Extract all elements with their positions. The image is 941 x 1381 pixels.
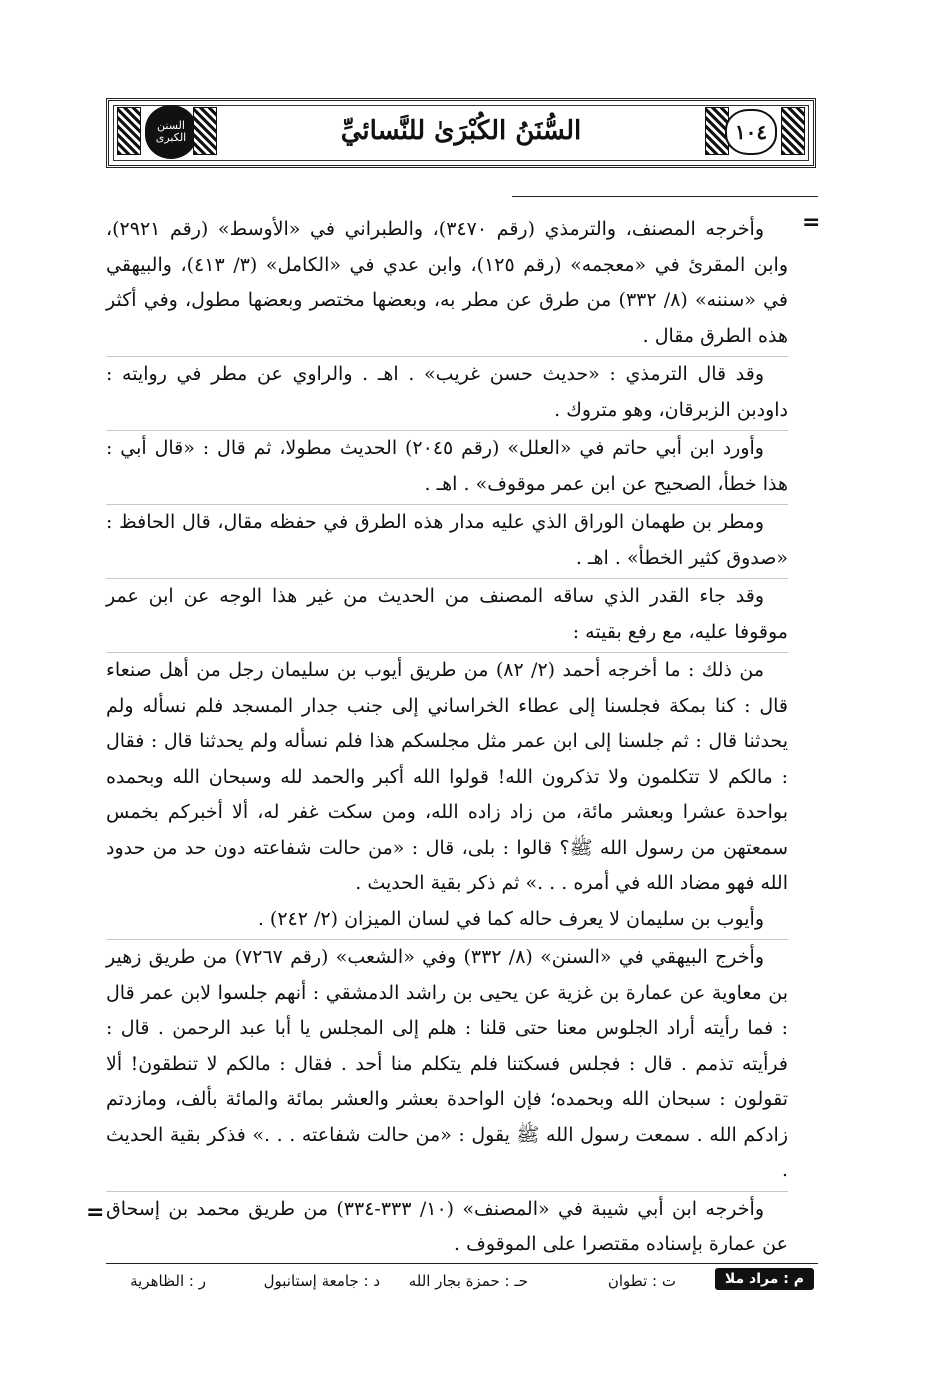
footer-rule: [106, 1263, 818, 1264]
book-medallion: [145, 105, 197, 159]
ornament-icon: [117, 107, 141, 155]
paragraph: ومطر بن طهمان الوراق الذي عليه مدار هذه الطرق في حفظه مقال، قال الحافظ : «صدوق كثير الخطأ» . اهـ .: [106, 504, 788, 576]
book-title: السُّنَنُ الكُبْرَىٰ للنَّسائيِّ: [340, 116, 582, 146]
footnote-body: [106, 212, 788, 1263]
continuation-mark-top: =: [802, 210, 821, 235]
sigla-item: ت : تطوان: [607, 1272, 676, 1290]
ornament-icon: [781, 107, 805, 155]
manuscript-sigla: [106, 1268, 818, 1298]
page-header: [106, 98, 816, 168]
page-number: ١٠٤: [725, 109, 777, 155]
sigla-item: م : مراد ملا: [715, 1268, 814, 1290]
paragraph: وأورد ابن أبي حاتم في «العلل» (رقم ٢٠٤٥) الحديث مطولا، ثم قال : «قال أبي : هذا خطأ، الصحيح عن ابن عمر موقوف» . اهـ .: [106, 430, 788, 502]
paragraph: وأيوب بن سليمان لا يعرف حاله كما في لسان الميزان (٢/ ٢٤٢) .: [257, 907, 764, 930]
paragraph: وأخرج البيهقي في «السنن» (٨/ ٣٣٢) وفي «الشعب» (رقم ٧٢٦٧) من طريق زهير بن معاوية عن عمارة بن غزية عن يحيى بن راشد الدمشقي : أنهم جلسوا لابن عمر قال : فما رأيته أراد الجلوس معنا حتى قلنا : هلم إلى المجلس يا أبا عبد الرحمن . قال : فرأيته تذمم . قال : فجلس فسكتنا فلم يتكلم منا أحد . فقال : مالكم لا تنطقون! ألا تقولون : سبحان الله وبحمده؛ فإن الواحدة بعشر والعشر بمائة والمائة بألف، ومازدتم زادكم الله . سمعت رسول الله ﷺ يقول : «من حالت شفاعته . . .» فذكر بقية الحديث .: [106, 939, 788, 1189]
paragraph: من ذلك : ما أخرجه أحمد (٢/ ٨٢) من طريق أيوب بن سليمان رجل من أهل صنعاء قال : كنا بمكة فجلسنا إلى عطاء الخراساني إلى جنب جدار المسجد فلم نسأله ولم يحدثنا قال : ثم جلسنا إلى ابن عمر مثل مجلسكم هذا فلم نسأله ولم يحدثنا قال : فقال : مالكم لا تتكلمون ولا تذكرون الله! قولوا الله أكبر والحمد لله وسبحان الله وبحمده بواحدة عشرا وبعشر مائة، من زاد زاده الله، ومن سكت غفر له، ألا أخبركم بخمس سمعتهن من رسول الله ﷺ؟ قالوا : بلى، قال : «من حالت شفاعته دون حد من حدود الله فهو مضاد الله في أمره . . .» ثم ذكر بقية الحديث .: [106, 652, 788, 902]
paragraph: وقد قال الترمذي : «حديث حسن غريب» . اهـ . والراوي عن مطر في روايته : داودبن الزبرقان، وهو متروك .: [106, 356, 788, 428]
ornament-icon: [193, 107, 217, 155]
paragraph: وأخرجه ابن أبي شيبة في «المصنف» (١٠/ ٣٣٣-٣٣٤) من طريق محمد بن إسحاق عن عمارة بإسناده مقتصرا على الموقوف .: [106, 1191, 788, 1263]
sigla-item: ر : الظاهرية: [130, 1272, 206, 1290]
sigla-item: د : جامعة إستانبول: [263, 1272, 380, 1290]
header-rule: [512, 196, 818, 197]
paragraph: وأخرجه المصنف، والترمذي (رقم ٣٤٧٠)، والطبراني في «الأوسط» (رقم ٢٩٢١)، وابن المقرئ في «معجمه» (رقم ١٢٥)، وابن عدي في «الكامل» (٣/ ٤١٣)، والبيهقي في «سننه» (٨/ ٣٣٢) من طرق عن مطر به، وبعضها مختصر وبعضها مطول، وفي أكثر هذه الطرق مقال .: [106, 218, 788, 347]
paragraph: وقد جاء القدر الذي ساقه المصنف من الحديث من غير هذا الوجه عن ابن عمر موقوفا عليه، مع رفع بقيته :: [106, 578, 788, 650]
sigla-item: حـ : حمزة بجار الله: [408, 1272, 528, 1290]
continuation-mark-bottom: =: [86, 1200, 105, 1225]
medallion-text: السنن الكبرى: [155, 119, 187, 144]
